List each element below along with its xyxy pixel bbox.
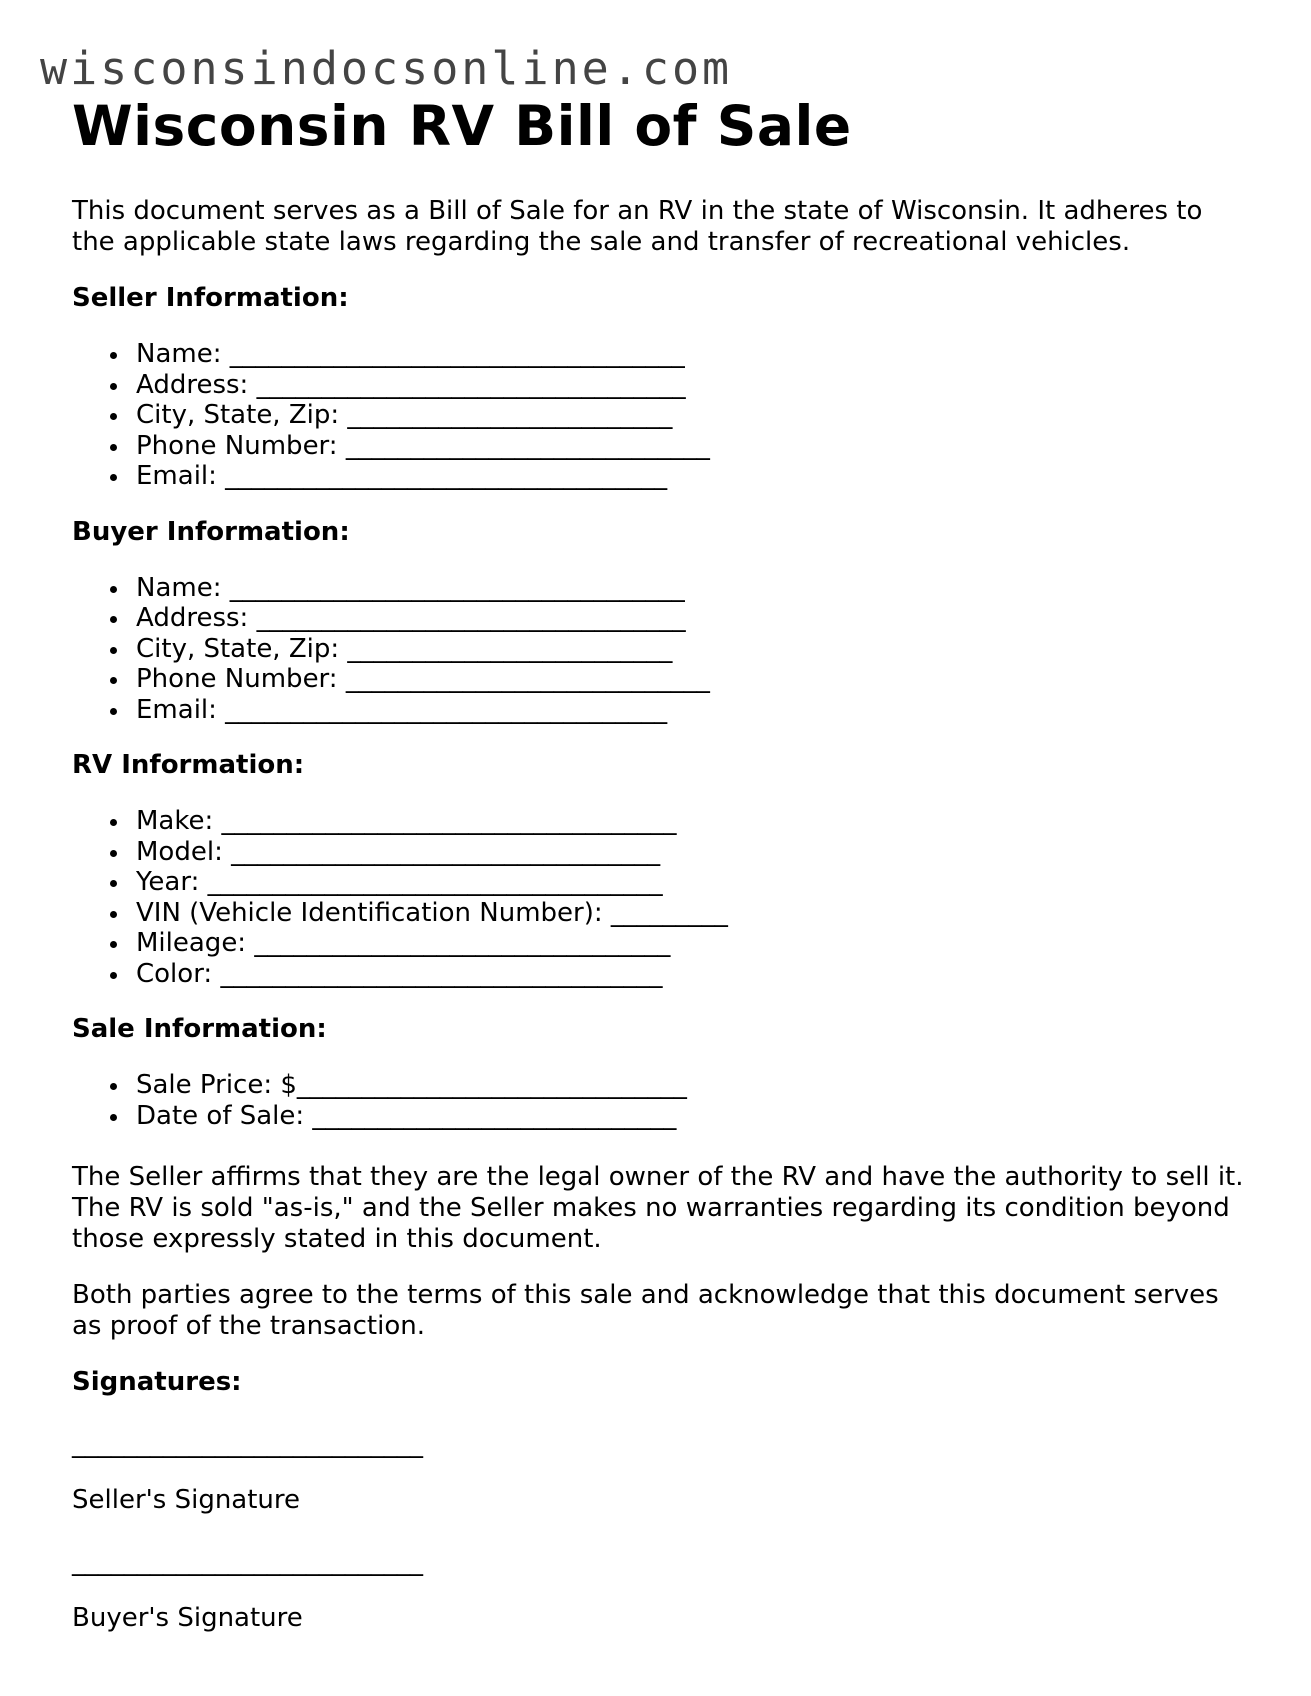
watermark: wisconsindocsonline.com — [40, 42, 733, 95]
buyer-signature-line[interactable]: ___________________________ — [72, 1547, 423, 1577]
affirmation-paragraph: The Seller affirms that they are the legal owner of the RV and have the authority to sell it. The RV is sold "as-is," and the Seller makes no warranties regarding its condition beyond those expressly stated in this document. — [72, 1162, 1244, 1254]
seller-name-field[interactable]: Name: ___________________________________ — [136, 339, 1252, 370]
buyer-name-field[interactable]: Name: ___________________________________ — [136, 573, 1252, 604]
agreement-paragraph: Both parties agree to the terms of this sale and acknowledge that this document serves as proof of the transaction. — [72, 1280, 1219, 1341]
sale-price-field[interactable]: Sale Price: $______________________________ — [136, 1070, 1252, 1101]
seller-email-field[interactable]: Email: __________________________________ — [136, 461, 1252, 492]
rv-mileage-field[interactable]: Mileage: ________________________________ — [136, 928, 1252, 959]
sale-fields — [72, 1070, 1252, 1131]
buyer-signature-label: Buyer's Signature — [72, 1603, 303, 1633]
seller-heading: Seller Information: — [72, 283, 349, 313]
sale-date-field[interactable]: Date of Sale: ____________________________ — [136, 1101, 1252, 1132]
rv-year-field[interactable]: Year: ___________________________________ — [136, 867, 1252, 898]
rv-make-field[interactable]: Make: ___________________________________ — [136, 806, 1252, 837]
buyer-heading: Buyer Information: — [72, 516, 350, 547]
buyer-address-field[interactable]: Address: _________________________________ — [136, 603, 1252, 634]
rv-fields — [72, 806, 1252, 989]
sale-heading: Sale Information: — [72, 1014, 327, 1044]
rv-model-field[interactable]: Model: _________________________________ — [136, 837, 1252, 868]
document-title: Wisconsin RV Bill of Sale — [72, 94, 852, 158]
seller-fields — [72, 339, 1252, 492]
intro-paragraph: This document serves as a Bill of Sale for an RV in the state of Wisconsin. It adheres to the applicable state laws regarding the sale and transfer of recreational vehicles. — [72, 196, 1203, 257]
seller-signature-line[interactable]: ___________________________ — [72, 1429, 423, 1459]
rv-color-field[interactable]: Color: __________________________________ — [136, 959, 1252, 990]
signatures-heading: Signatures: — [72, 1367, 242, 1397]
seller-city-state-zip-field[interactable]: City, State, Zip: _________________________ — [136, 400, 1252, 431]
rv-vin-field[interactable]: VIN (Vehicle Identification Number): _________ — [136, 898, 1252, 929]
buyer-email-field[interactable]: Email: __________________________________ — [136, 695, 1252, 726]
seller-address-field[interactable]: Address: _________________________________ — [136, 370, 1252, 401]
seller-phone-field[interactable]: Phone Number: ____________________________ — [136, 431, 1252, 462]
buyer-fields — [72, 573, 1252, 726]
seller-signature-label: Seller's Signature — [72, 1485, 301, 1515]
buyer-phone-field[interactable]: Phone Number: ____________________________ — [136, 664, 1252, 695]
document-body — [72, 90, 1252, 1634]
rv-heading: RV Information: — [72, 750, 305, 780]
buyer-city-state-zip-field[interactable]: City, State, Zip: _________________________ — [136, 634, 1252, 665]
